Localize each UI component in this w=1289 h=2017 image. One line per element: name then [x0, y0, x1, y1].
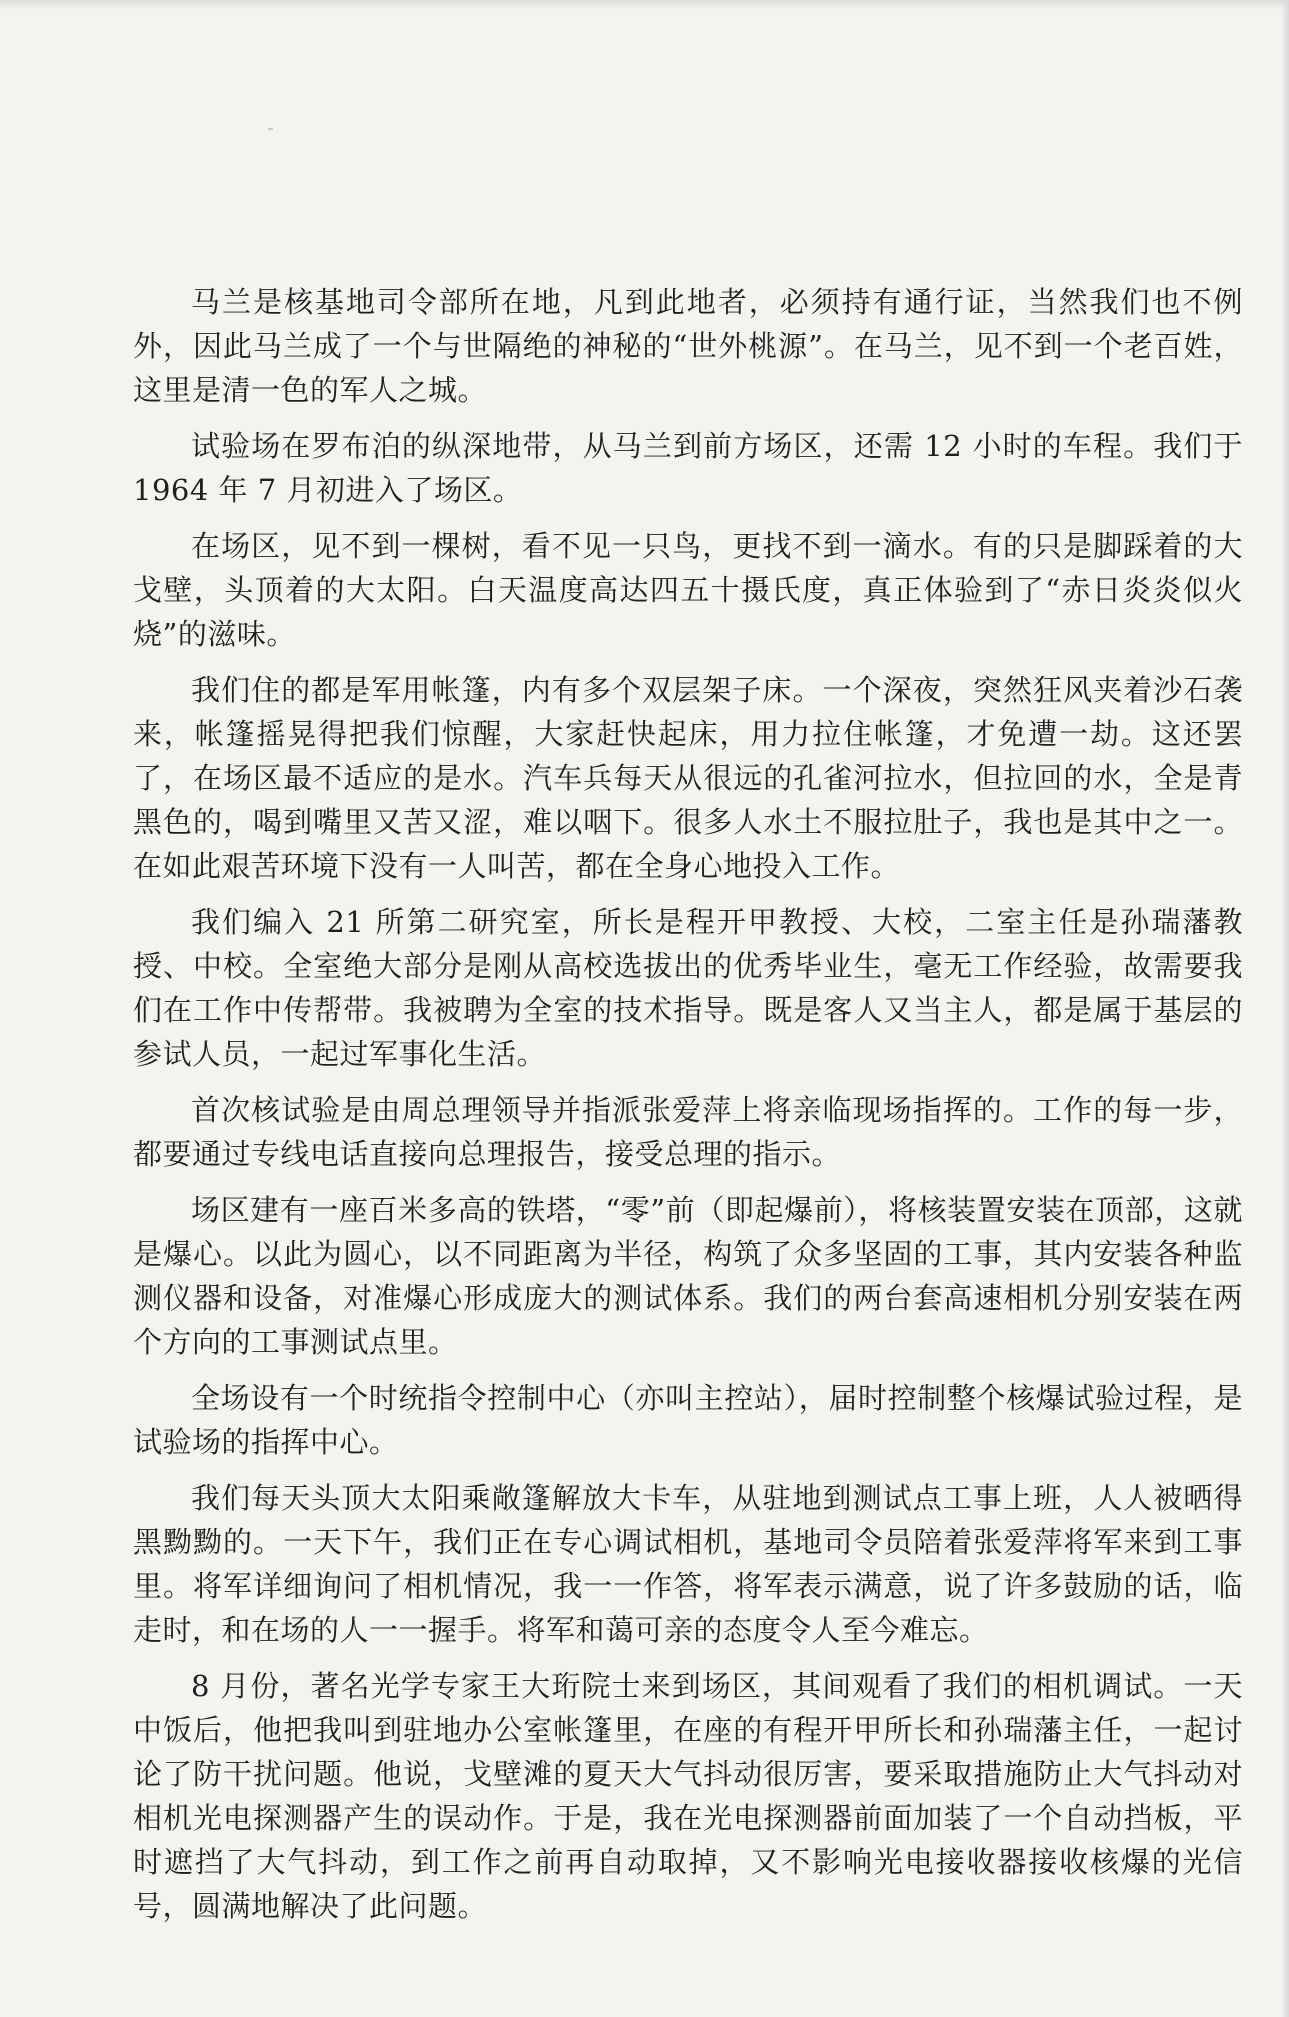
scan-top-edge: [0, 0, 1289, 10]
paragraph-interference-solution: 8 月份，著名光学专家王大珩院士来到场区，其间观看了我们的相机调试。一天中饭后，他把我叫到驻地办公室帐篷里，在座的有程开甲所长和孙瑞藩主任，一起讨论了防干扰问题。他说，戈壁滩的夏天大气抖动很厉害，要采取措施防止大气抖动对相机光电探测器产生的误动作。于是，我在光电探测器前面加装了一个自动挡板，平时遮挡了大气抖动，到工作之前再自动取掉，又不影响光电接收器接收核爆的光信号，圆满地解决了此问题。: [133, 1669, 1243, 1923]
paragraph-tents-and-water: 我们住的都是军用帐篷，内有多个双层架子床。一个深夜，突然狂风夹着沙石袭来，帐篷摇晃得把我们惊醒，大家赶快起床，用力拉住帐篷，才免遭一劫。这还罢了，在场区最不适应的是水。汽车兵每天从很远的孔雀河拉水，但拉回的水，全是青黑色的，喝到嘴里又苦又涩，难以咽下。很多人水土不服拉肚子，我也是其中之一。在如此艰苦环境下没有一人叫苦，都在全身心地投入工作。: [133, 673, 1243, 883]
paragraph-malan: 马兰是核基地司令部所在地，凡到此地者，必须持有通行证，当然我们也不例外，因此马兰成了一个与世隔绝的神秘的“世外桃源”。在马兰，见不到一个老百姓，这里是清一色的军人之城。: [133, 285, 1243, 407]
paragraph-control-center: 全场设有一个时统指令控制中心（亦叫主控站），届时控制整个核爆试验过程，是试验场的指挥中心。: [133, 1381, 1243, 1459]
scan-speck: [268, 128, 273, 130]
scan-right-edge: [1281, 0, 1289, 2017]
paragraph-command: 首次核试验是由周总理领导并指派张爱萍上将亲临现场指挥的。工作的每一步，都要通过专线电话直接向总理报告，接受总理的指示。: [133, 1093, 1243, 1171]
paragraph-iron-tower: 场区建有一座百米多高的铁塔，“零”前（即起爆前），将核装置安装在顶部，这就是爆心。以此为圆心，以不同距离为半径，构筑了众多坚固的工事，其内安装各种监测仪器和设备，对准爆心形成庞大的测试体系。我们的两台套高速相机分别安装在两个方向的工事测试点里。: [133, 1193, 1243, 1359]
paragraph-general-visit: 我们每天头顶大太阳乘敞篷解放大卡车，从驻地到测试点工事上班，人人被晒得黑黝黝的。一天下午，我们正在专心调试相机，基地司令员陪着张爱萍将军来到工事里。将军详细询问了相机情况，我一一作答，将军表示满意，说了许多鼓励的话，临走时，和在场的人一一握手。将军和蔼可亲的态度令人至今难忘。: [133, 1481, 1243, 1647]
paragraph-test-site-location: 试验场在罗布泊的纵深地带，从马兰到前方场区，还需 12 小时的车程。我们于 1964 年 7 月初进入了场区。: [133, 429, 1243, 507]
page-body: [133, 280, 1243, 1940]
paragraph-desert-conditions: 在场区，见不到一棵树，看不见一只鸟，更找不到一滴水。有的只是脚踩着的大戈壁，头顶着的大太阳。白天温度高达四五十摄氏度，真正体验到了“赤日炎炎似火烧”的滋味。: [133, 529, 1243, 651]
paragraph-research-office: 我们编入 21 所第二研究室，所长是程开甲教授、大校，二室主任是孙瑞藩教授、中校。全室绝大部分是刚从高校选拔出的优秀毕业生，毫无工作经验，故需要我们在工作中传帮带。我被聘为全室的技术指导。既是客人又当主人，都是属于基层的参试人员，一起过军事化生活。: [133, 905, 1243, 1071]
